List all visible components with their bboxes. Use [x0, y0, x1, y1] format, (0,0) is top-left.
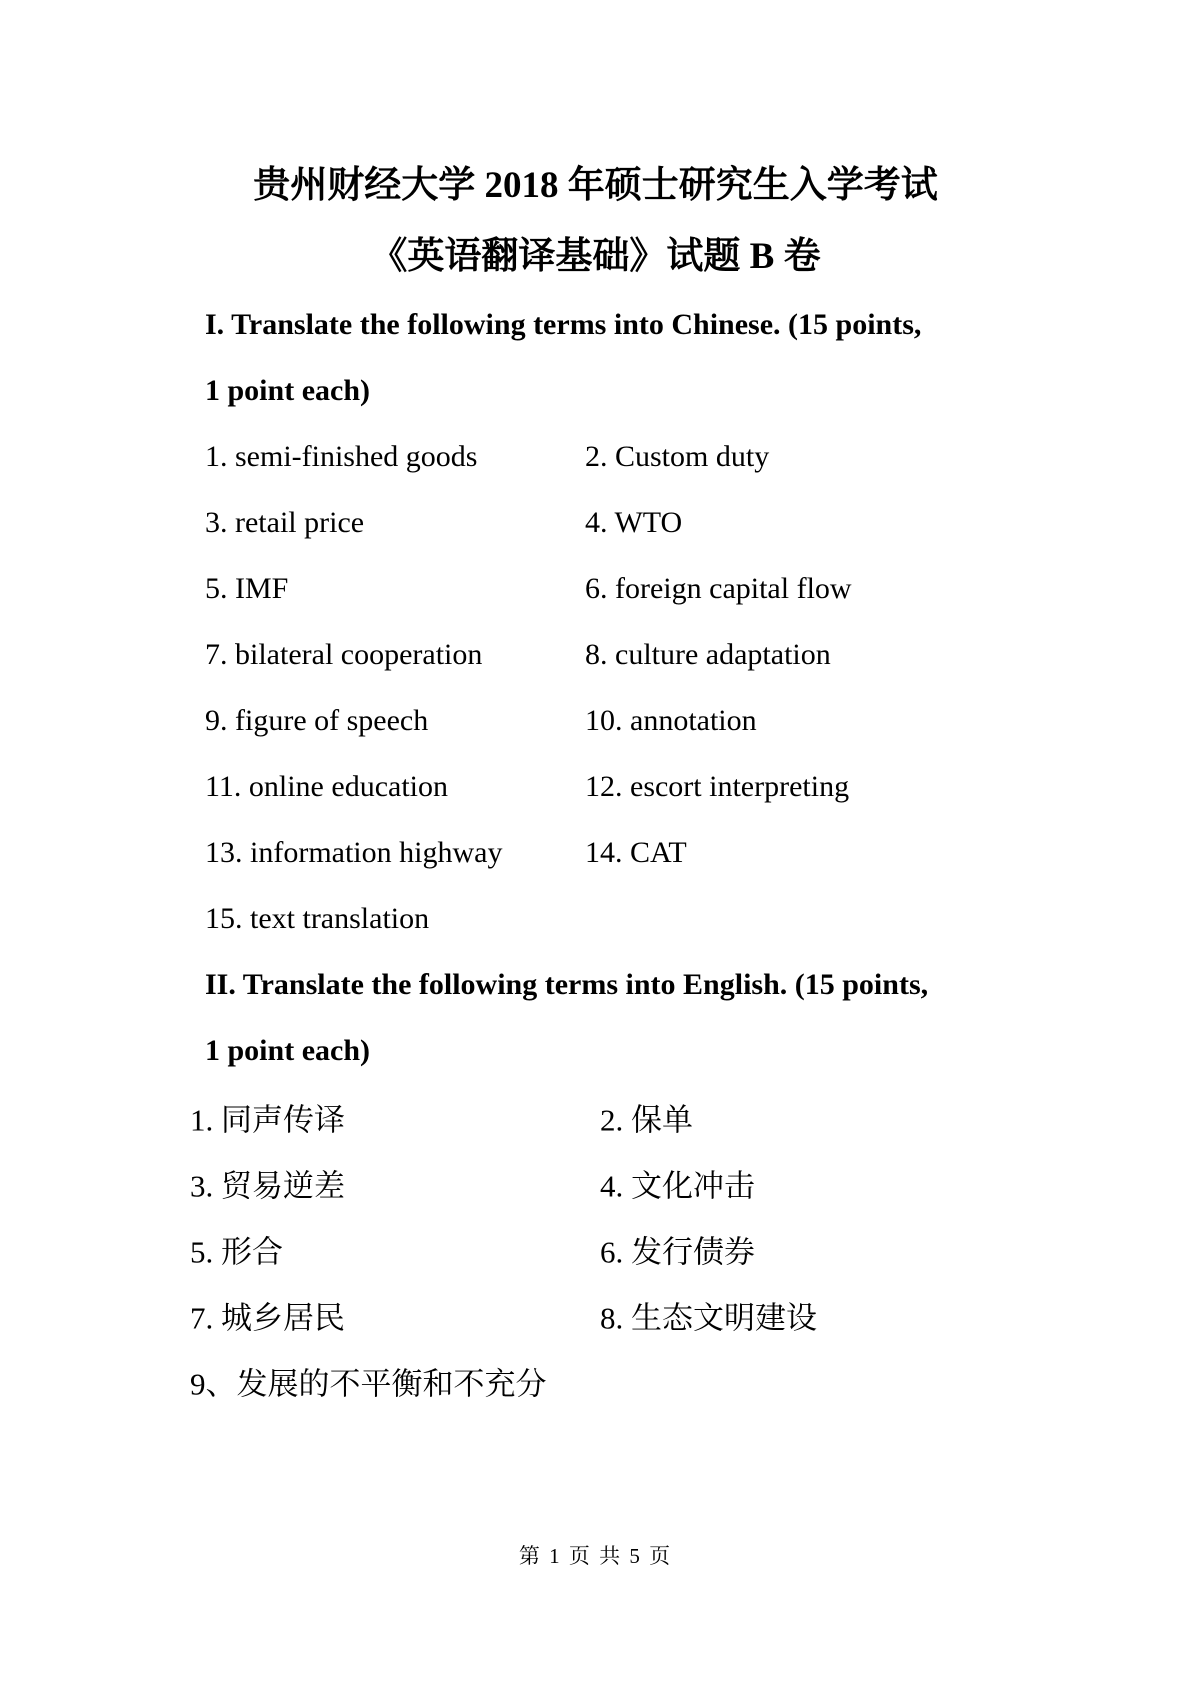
term-item: 15. text translation	[205, 902, 430, 935]
section1-heading-text2: 1 point each)	[205, 374, 370, 407]
term-item: 9、发展的不平衡和不充分	[190, 1366, 547, 1402]
term-item: 5. IMF	[205, 572, 289, 605]
term-item: 14. CAT	[585, 836, 687, 869]
term-row	[0, 622, 1191, 688]
term-row	[0, 886, 1191, 952]
term-item: 2. 保单	[600, 1102, 693, 1138]
section2-heading-line1	[0, 952, 1191, 1018]
term-item: 13. information highway	[205, 836, 503, 869]
term-row	[0, 424, 1191, 490]
term-item: 12. escort interpreting	[585, 770, 850, 803]
term-row	[0, 688, 1191, 754]
section2-heading-text1: II. Translate the following terms into English. (15 points,	[205, 968, 929, 1001]
term-item: 8. 生态文明建设	[600, 1300, 817, 1336]
term-item: 11. online education	[205, 770, 448, 803]
term-item: 6. 发行债券	[600, 1234, 755, 1270]
exam-title-line1: 贵州财经大学 2018 年硕士研究生入学考试	[253, 165, 938, 206]
term-item: 10. annotation	[585, 704, 757, 737]
term-row	[0, 1150, 1191, 1216]
term-item: 1. semi-finished goods	[205, 440, 478, 473]
term-row	[0, 820, 1191, 886]
term-item: 6. foreign capital flow	[585, 572, 852, 605]
section2-heading-text2: 1 point each)	[205, 1034, 370, 1067]
term-item: 4. WTO	[585, 506, 683, 539]
term-row	[0, 1084, 1191, 1150]
term-item: 3. 贸易逆差	[190, 1168, 345, 1204]
exam-title-line2: 《英语翻译基础》试题 B 卷	[370, 236, 821, 277]
page-footer: 第 1 页 共 5 页	[518, 1544, 673, 1568]
term-item: 5. 形合	[190, 1234, 283, 1270]
section1-heading-line2	[0, 358, 1191, 424]
term-row	[0, 490, 1191, 556]
term-item: 9. figure of speech	[205, 704, 429, 737]
term-row	[0, 1348, 1191, 1414]
term-item: 1. 同声传译	[190, 1102, 345, 1138]
term-item: 7. bilateral cooperation	[205, 638, 483, 671]
term-row	[0, 556, 1191, 622]
term-row	[0, 754, 1191, 820]
exam-title-block	[0, 0, 1191, 292]
term-row	[0, 1282, 1191, 1348]
section2-heading-line2	[0, 1018, 1191, 1084]
section1-heading-text1: I. Translate the following terms into Chinese. (15 points,	[205, 308, 922, 341]
section1-heading-line1	[0, 292, 1191, 358]
exam-body	[0, 292, 1191, 1414]
term-item: 3. retail price	[205, 506, 365, 539]
term-item: 7. 城乡居民	[190, 1300, 345, 1336]
term-item: 8. culture adaptation	[585, 638, 831, 671]
term-item: 4. 文化冲击	[600, 1168, 755, 1204]
term-row	[0, 1216, 1191, 1282]
term-item: 2. Custom duty	[585, 440, 770, 473]
